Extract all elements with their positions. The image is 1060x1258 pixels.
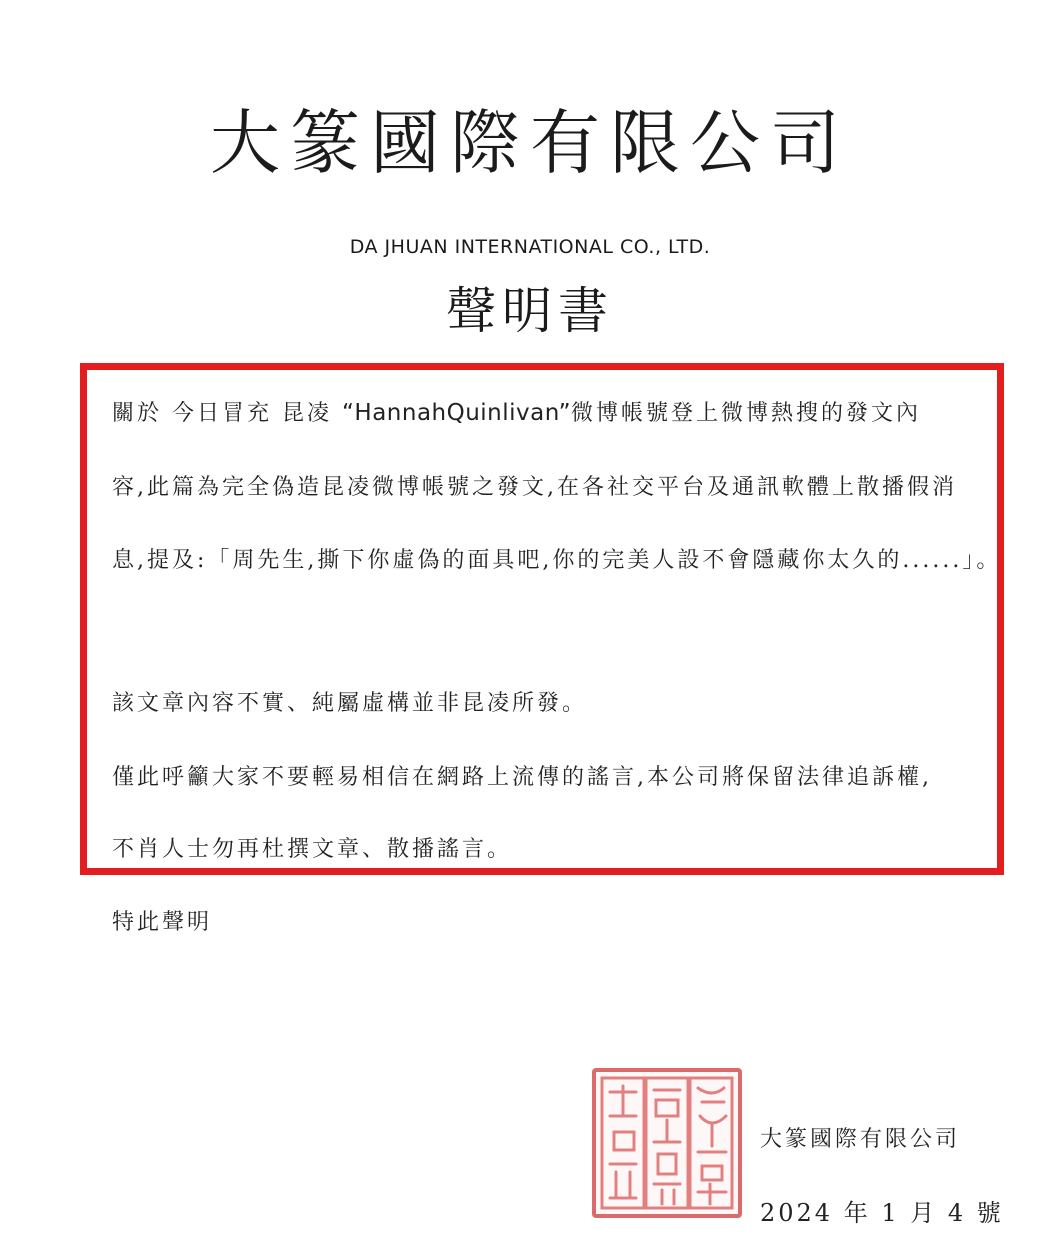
account-name: “HannahQuinlivan” bbox=[341, 400, 571, 426]
signature-company: 大篆國際有限公司 bbox=[760, 1127, 961, 1152]
line1-prefix: 關於 今日冒充 昆凌 bbox=[112, 401, 342, 426]
company-name-english: DA JHUAN INTERNATIONAL CO., LTD. bbox=[349, 236, 711, 258]
statement-line-4: 該文章內容不實、純屬虛構並非昆凌所發。 bbox=[112, 691, 588, 716]
signature-date: 2024 年 1 月 4 號 bbox=[760, 1199, 1004, 1227]
company-name-chinese: 大篆國際有限公司 bbox=[210, 102, 850, 184]
seal-glyph-marks bbox=[596, 1072, 738, 1214]
line1-suffix: 微博帳號登上微博熱搜的發文內 bbox=[570, 401, 921, 426]
statement-line-6: 不肖人士勿再杜撰文章、散播謠言。 bbox=[112, 837, 513, 862]
closing-remark: 特此聲明 bbox=[112, 910, 213, 935]
statement-line-1 bbox=[112, 396, 921, 427]
document-title: 聲明書 bbox=[446, 282, 614, 340]
company-seal bbox=[592, 1068, 742, 1218]
statement-line-3: 息,提及:「周先生,撕下你虛偽的面具吧,你的完美人設不會隱藏你太久的......」。 bbox=[112, 548, 1002, 573]
statement-highlight-box bbox=[80, 363, 1004, 875]
statement-line-5: 僅此呼籲大家不要輕易相信在網路上流傳的謠言,本公司將保留法律追訴權, bbox=[112, 765, 932, 790]
statement-line-2: 容,此篇為完全偽造昆凌微博帳號之發文,在各社交平台及通訊軟體上散播假消 bbox=[112, 475, 957, 500]
